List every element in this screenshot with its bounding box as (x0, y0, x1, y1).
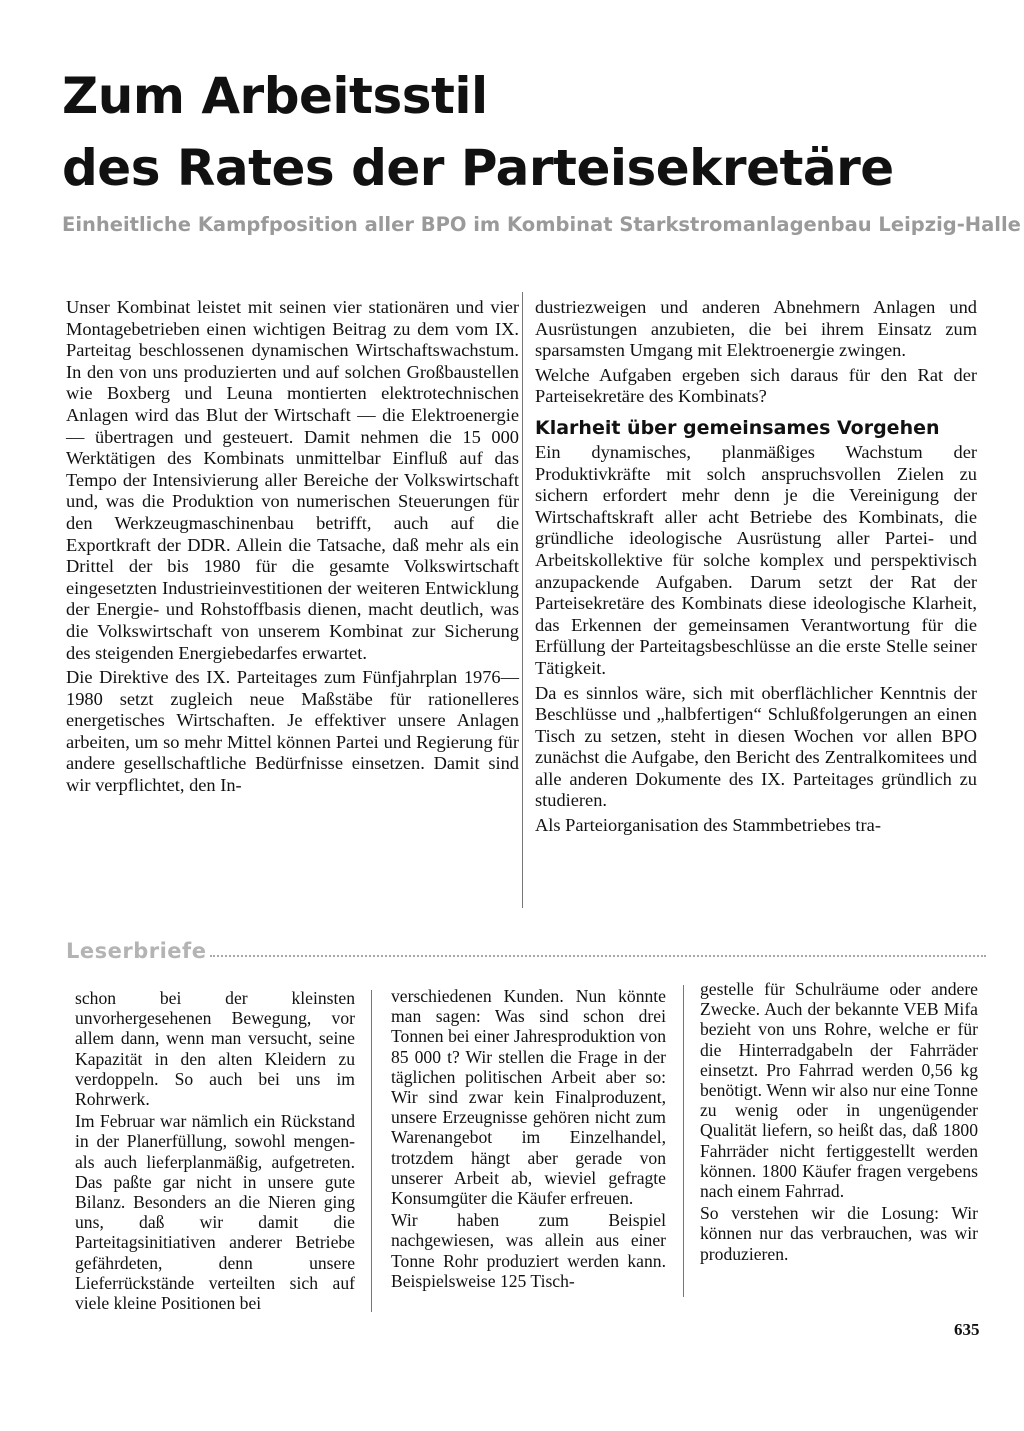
paragraph: gestelle für Schulräume oder andere Zwecke. Auch der bekannte VEB Mifa bezieht von uns Rohre, welche er für die Hinterradgabeln der Fahrräder einsetzt. Pro Fahrrad werden 0,56 kg benötigt. Wenn wir also nur eine Tonne zu wenig oder in ungenügender Qualität liefern, so heißt das, daß 1800 Fahrräder nicht fertiggestellt werden können. 1800 Käufer fragen vergebens nach einem Fahrrad. (700, 979, 978, 1202)
paragraph: Unser Kombinat leistet mit seinen vier stationären und vier Montagebetrieben einen wichtigen Beitrag zu dem vom IX. Parteitag beschlossenen dynamischen Wirtschaftswachstum. In den von uns produzierten und auf solchen Großbaustellen wie Boxberg und Leuna montierten elektrotechnischen Anlagen wird das Blut der Wirtschaft — die Elektroenergie — übertragen und gesteuert. Damit nehmen die 15 000 Werktätigen des Kombinats unmittelbar Einfluß auf das Tempo der Intensivierung aller Bereiche der Volkswirtschaft und, was die Produktion von numerischen Steuerungen für den Werkzeugmaschinenbau betrifft, auch auf die Exportkraft der DDR. Allein die Tatsache, daß mehr als ein Drittel der bis 1980 für die gesamte Volkswirtschaft eingesetzten Industrieinvestitionen der weiteren Entwicklung der Energie- und Rohstoffbasis dienen, macht deutlich, was die Volkswirtschaft von unserem Kombinat zur Sicherung des steigenden Energiebedarfes erwartet. (66, 297, 519, 663)
paragraph: Im Februar war nämlich ein Rückstand in der Planerfüllung, sowohl mengen- als auch lieferplanmäßig, aufgetreten. Das paßte gar nicht in unsere gute Bilanz. Besonders an die Nieren ging uns, daß wir damit die Parteitagsinitiativen anderer Betriebe gefährdeten, denn unsere Lieferrückstände verteilten sich auf viele kleine Positionen bei (75, 1111, 355, 1314)
paragraph: So verstehen wir die Losung: Wir können nur das verbrauchen, was wir produzieren. (700, 1203, 978, 1264)
article-subtitle: Einheitliche Kampfposition aller BPO im Kombinat Starkstromanlagenbau Leipzig-Halle (62, 213, 1021, 236)
article-column-1 (66, 297, 519, 800)
article-column-2 (535, 297, 977, 840)
article-title (62, 60, 962, 204)
letters-column-3 (700, 979, 978, 1266)
column-divider (683, 985, 684, 1297)
letters-column-2 (391, 986, 666, 1293)
column-divider (371, 990, 372, 1312)
page-number: 635 (954, 1320, 980, 1339)
column-divider (522, 292, 523, 908)
letters-column-1 (75, 988, 355, 1315)
section-rule (210, 955, 986, 957)
title-line-1: Zum Arbeitsstil (62, 67, 488, 125)
paragraph: Wir haben zum Beispiel nachgewiesen, was allein aus einer Tonne Rohr produziert werden kann. Beispielsweise 125 Tisch- (391, 1210, 666, 1291)
paragraph: Die Direktive des IX. Parteitages zum Fünfjahrplan 1976—1980 setzt zugleich neue Maßstäbe für rationelleres energetisches Wirtschaften. Je effektiver unsere Anlagen arbeiten, um so mehr Mittel können Partei und Regierung für andere gesellschaftliche Bedürfnisse einsetzen. Damit sind wir verpflichtet, den In- (66, 667, 519, 796)
paragraph: verschiedenen Kunden. Nun könnte man sagen: Was sind schon drei Tonnen bei einer Jahresproduktion von 85 000 t? Wir stellen die Frage in der täglichen politischen Arbeit aber so: Wir sind zwar kein Finalproduzent, unsere Erzeugnisse gehören nicht zum Warenangebot im Einzelhandel, trotzdem hängt aber gerade von unserer Arbeit ab, wieviel gefragte Konsumgüter die Käufer erfreuen. (391, 986, 666, 1209)
paragraph: Als Parteiorganisation des Stammbetriebes tra- (535, 815, 881, 836)
paragraph: Da es sinnlos wäre, sich mit oberflächlicher Kenntnis der Beschlüsse und „halbfertigen“ Schlußfolgerungen an einen Tisch zu setzen, steht in diesen Wochen vor allen BPO zunächst die Aufgabe, den Bericht des Zentralkomitees und alle anderen Dokumente des IX. Parteitages gründlich zu studieren. (535, 682, 977, 811)
title-line-2: des Rates der Parteisekretäre (62, 139, 894, 197)
paragraph: Welche Aufgaben ergeben sich daraus für den Rat der Parteisekretäre des Kombinats? (535, 364, 977, 407)
letters-section-label: Leserbriefe (66, 939, 207, 963)
paragraph: dustriezweigen und anderen Abnehmern Anlagen und Ausrüstungen anzubieten, die bei ihrem Einsatz zum sparsamsten Umgang mit Elektroenergie zwingen. (535, 297, 977, 361)
paragraph: Ein dynamisches, planmäßiges Wachstum der Produktivkräfte mit solch anspruchsvollen Zielen zu sichern erfordert mehr denn je die Vereinigung der Wirtschaftskraft aller acht Betriebe des Kombinats, die gründliche ideologische Ausrüstung aller Partei- und Arbeitskollektive für solche komplex und perspektivisch anzupackende Aufgaben. Darum setzt der Rat der Parteisekretäre des Kombinats diese ideologische Klarheit, das Erkennen der gemeinsamen Verantwortung für die Erfüllung der Parteitagsbeschlüsse an die erste Stelle seiner Tätigkeit. (535, 441, 977, 678)
section-heading: Klarheit über gemeinsames Vorgehen (535, 416, 940, 439)
paragraph: schon bei der kleinsten unvorhergesehenen Bewegung, vor allem dann, wenn man versucht, seine Kapazität in den alten Kleidern zu verdoppeln. So auch bei uns im Rohrwerk. (75, 988, 355, 1110)
